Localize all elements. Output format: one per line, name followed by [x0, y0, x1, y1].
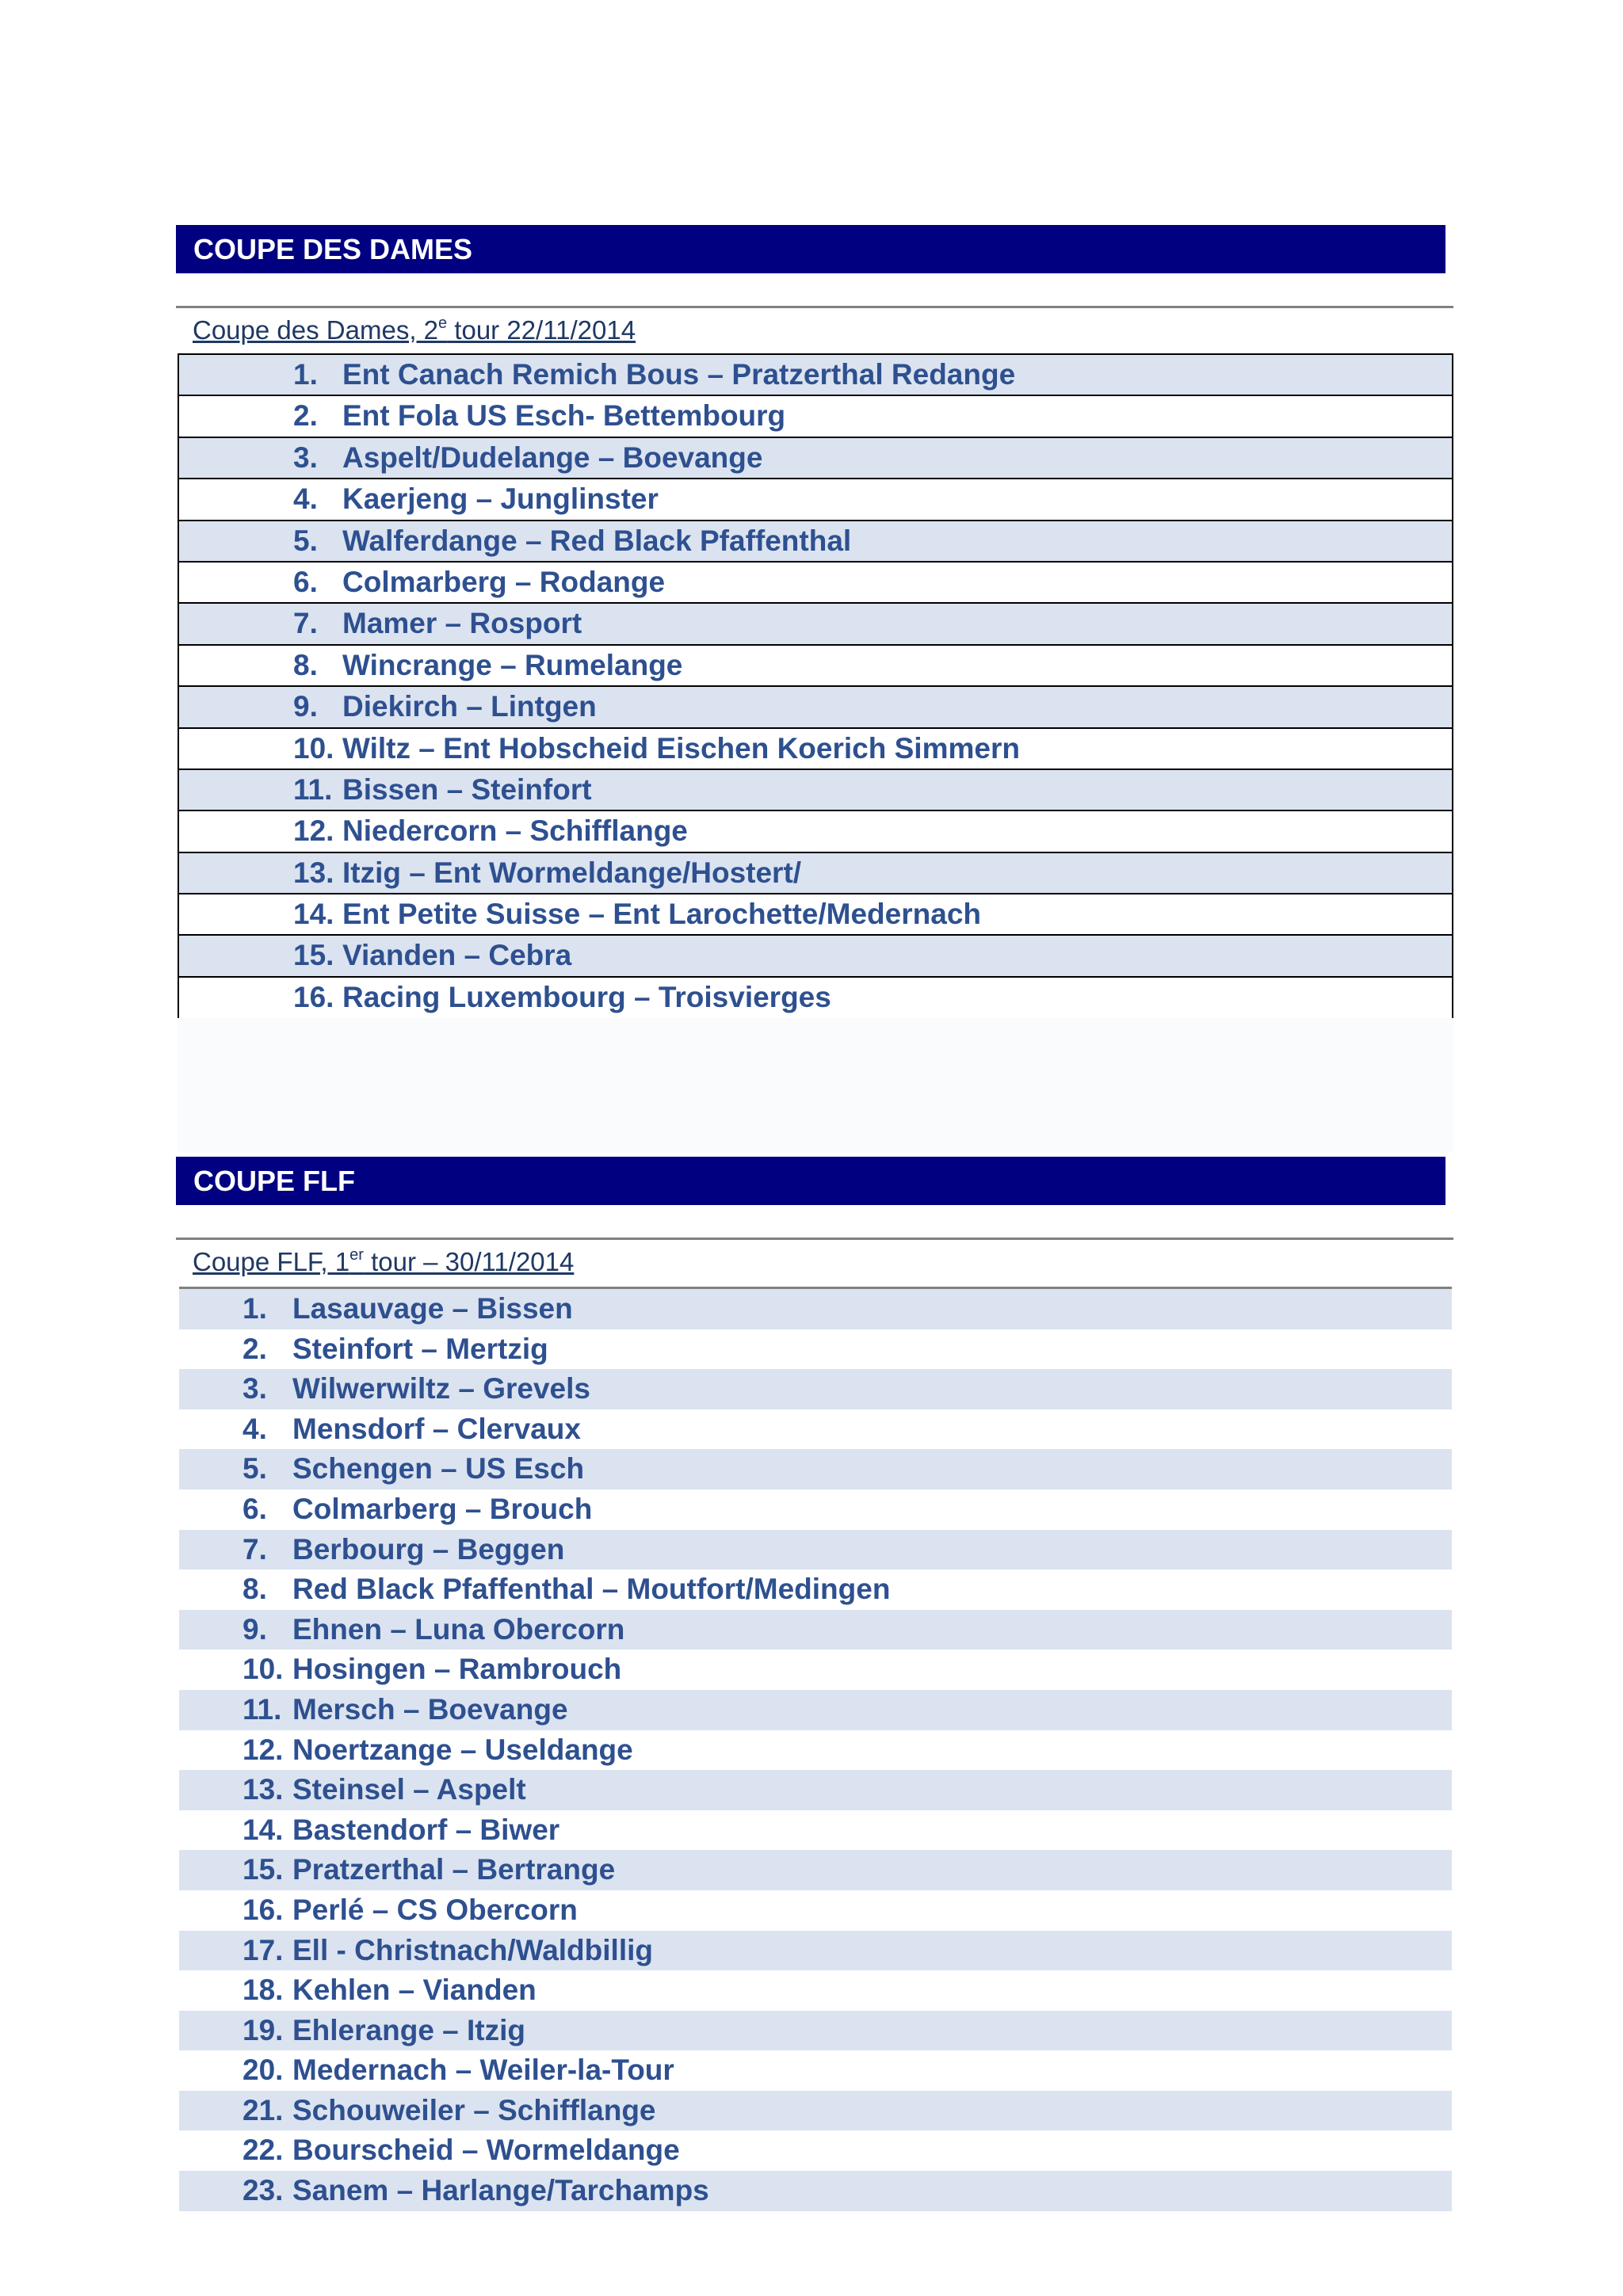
subtitle-sup: er — [349, 1246, 364, 1264]
match-row — [179, 811, 1452, 852]
match-row — [179, 1569, 1452, 1610]
match-text: Medernach – Weiler-la-Tour — [292, 2054, 674, 2087]
match-text: Perlé – CS Obercorn — [292, 1893, 578, 1926]
match-number: 9. — [293, 690, 318, 723]
match-number: 22. — [242, 2134, 284, 2167]
match-number: 1. — [242, 1292, 267, 1325]
match-number: 14. — [293, 898, 334, 931]
match-text: Ehnen – Luna Obercorn — [292, 1612, 625, 1646]
match-row — [179, 853, 1452, 894]
match-number: 12. — [242, 1733, 284, 1766]
match-row — [179, 1850, 1452, 1890]
match-number: 18. — [242, 1974, 284, 2007]
match-text: Walferdange – Red Black Pfaffenthal — [342, 524, 852, 557]
match-text: Ehlerange – Itzig — [292, 2013, 526, 2046]
match-row — [179, 563, 1452, 604]
subtitle-text — [193, 1247, 574, 1276]
match-number: 5. — [242, 1452, 267, 1486]
match-number: 23. — [242, 2174, 284, 2207]
subtitle-post: tour 22/11/2014 — [447, 315, 636, 345]
match-text: Diekirch – Lintgen — [342, 690, 597, 723]
match-number: 11. — [242, 1692, 282, 1726]
match-number: 1. — [293, 358, 318, 391]
match-number: 16. — [293, 980, 334, 1013]
match-text: Sanem – Harlange/Tarchamps — [292, 2174, 709, 2207]
match-row — [179, 2011, 1452, 2051]
match-text: Ent Petite Suisse – Ent Larochette/Medernach — [342, 898, 981, 931]
match-number: 6. — [293, 565, 318, 598]
match-row — [179, 1329, 1452, 1370]
coupe-des-dames-match-table — [178, 353, 1453, 1020]
match-number: 19. — [242, 2013, 284, 2046]
subtitle-text — [193, 315, 636, 345]
match-number: 15. — [242, 1853, 284, 1886]
match-text: Bastendorf – Biwer — [292, 1813, 560, 1846]
match-row — [179, 2171, 1452, 2211]
match-row — [179, 1650, 1452, 1690]
match-row — [179, 1810, 1452, 1851]
match-text: Noertzange – Useldange — [292, 1733, 633, 1766]
match-row — [179, 770, 1452, 811]
match-number: 7. — [293, 607, 318, 640]
match-row — [179, 521, 1452, 563]
match-text: Berbourg – Beggen — [292, 1532, 565, 1566]
match-text: Hosingen – Rambrouch — [292, 1653, 622, 1686]
match-number: 6. — [242, 1492, 267, 1525]
match-text: Mersch – Boevange — [292, 1692, 568, 1726]
match-number: 13. — [293, 856, 334, 889]
match-text: Red Black Pfaffenthal – Moutfort/Medingen — [292, 1573, 891, 1606]
match-row — [179, 1409, 1452, 1450]
match-text: Schengen – US Esch — [292, 1452, 585, 1486]
match-text: Kehlen – Vianden — [292, 1974, 537, 2007]
subtitle-coupe-flf — [176, 1238, 1453, 1282]
match-row — [179, 1530, 1452, 1570]
match-text: Lasauvage – Bissen — [292, 1292, 573, 1325]
match-number: 4. — [293, 482, 318, 516]
match-row — [179, 1610, 1452, 1650]
match-number: 3. — [293, 441, 318, 474]
match-text: Aspelt/Dudelange – Boevange — [342, 441, 763, 474]
match-text: Niedercorn – Schifflange — [342, 814, 688, 848]
match-number: 8. — [293, 648, 318, 681]
match-number: 8. — [242, 1573, 267, 1606]
match-row — [179, 894, 1452, 936]
match-row — [179, 479, 1452, 521]
match-row — [179, 2050, 1452, 2091]
match-row — [179, 1890, 1452, 1931]
match-row — [179, 2130, 1452, 2171]
match-row — [179, 396, 1452, 437]
match-number: 9. — [242, 1612, 267, 1646]
match-row — [179, 1369, 1452, 1409]
match-number: 15. — [293, 939, 334, 972]
match-text: Bourscheid – Wormeldange — [292, 2134, 680, 2167]
match-number: 14. — [242, 1813, 284, 1846]
match-row — [179, 1970, 1452, 2011]
match-text: Ell - Christnach/Waldbillig — [292, 1933, 653, 1966]
match-text: Kaerjeng – Junglinster — [342, 482, 659, 516]
match-number: 2. — [242, 1332, 267, 1365]
match-text: Steinsel – Aspelt — [292, 1773, 526, 1806]
match-row — [179, 687, 1452, 728]
match-text: Schouweiler – Schifflange — [292, 2093, 656, 2126]
match-text: Bissen – Steinfort — [342, 772, 592, 806]
match-row — [179, 1489, 1452, 1530]
match-number: 2. — [293, 399, 318, 433]
match-number: 16. — [242, 1893, 284, 1926]
subtitle-coupe-des-dames — [176, 306, 1453, 350]
match-row — [179, 1449, 1452, 1489]
match-row — [179, 438, 1452, 479]
spacer — [178, 1018, 1453, 1153]
match-text: Mamer – Rosport — [342, 607, 582, 640]
match-row — [179, 1770, 1452, 1810]
match-row — [179, 604, 1452, 645]
match-row — [179, 1289, 1452, 1329]
match-number: 11. — [293, 772, 333, 806]
match-number: 12. — [293, 814, 334, 848]
match-text: Pratzerthal – Bertrange — [292, 1853, 616, 1886]
subtitle-sup: e — [438, 315, 448, 332]
match-text: Wilwerwiltz – Grevels — [292, 1372, 590, 1405]
match-row — [179, 1690, 1452, 1730]
match-text: Colmarberg – Brouch — [292, 1492, 593, 1525]
match-row — [179, 936, 1452, 977]
match-text: Racing Luxembourg – Troisvierges — [342, 980, 831, 1013]
match-text: Itzig – Ent Wormeldange/Hostert/ — [342, 856, 802, 889]
match-text: Wincrange – Rumelange — [342, 648, 683, 681]
match-number: 7. — [242, 1532, 267, 1566]
subtitle-pre: Coupe FLF, 1 — [193, 1247, 350, 1276]
match-text: Colmarberg – Rodange — [342, 565, 666, 598]
match-number: 21. — [242, 2093, 284, 2126]
match-number: 3. — [242, 1372, 267, 1405]
coupe-flf-match-table — [179, 1287, 1452, 2211]
match-row — [179, 646, 1452, 687]
match-text: Vianden – Cebra — [342, 939, 572, 972]
section-header-coupe-des-dames: COUPE DES DAMES — [176, 225, 1445, 273]
match-text: Ent Fola US Esch- Bettembourg — [342, 399, 786, 433]
match-text: Steinfort – Mertzig — [292, 1332, 548, 1365]
match-number: 17. — [242, 1933, 284, 1966]
subtitle-post: tour – 30/11/2014 — [363, 1247, 575, 1276]
match-number: 20. — [242, 2054, 284, 2087]
match-number: 4. — [242, 1412, 267, 1445]
match-row — [179, 1730, 1452, 1771]
match-text: Wiltz – Ent Hobscheid Eischen Koerich Simmern — [342, 731, 1020, 765]
match-row — [179, 355, 1452, 396]
match-row — [179, 2091, 1452, 2131]
subtitle-pre: Coupe des Dames, 2 — [193, 315, 439, 345]
match-number: 13. — [242, 1773, 284, 1806]
section-header-coupe-flf: COUPE FLF — [176, 1157, 1445, 1205]
match-number: 10. — [293, 731, 334, 765]
match-number: 5. — [293, 524, 318, 557]
match-text: Mensdorf – Clervaux — [292, 1412, 581, 1445]
match-row — [179, 978, 1452, 1019]
match-text: Ent Canach Remich Bous – Pratzerthal Redange — [342, 358, 1016, 391]
match-row — [179, 729, 1452, 770]
match-row — [179, 1931, 1452, 1971]
match-number: 10. — [242, 1653, 284, 1686]
